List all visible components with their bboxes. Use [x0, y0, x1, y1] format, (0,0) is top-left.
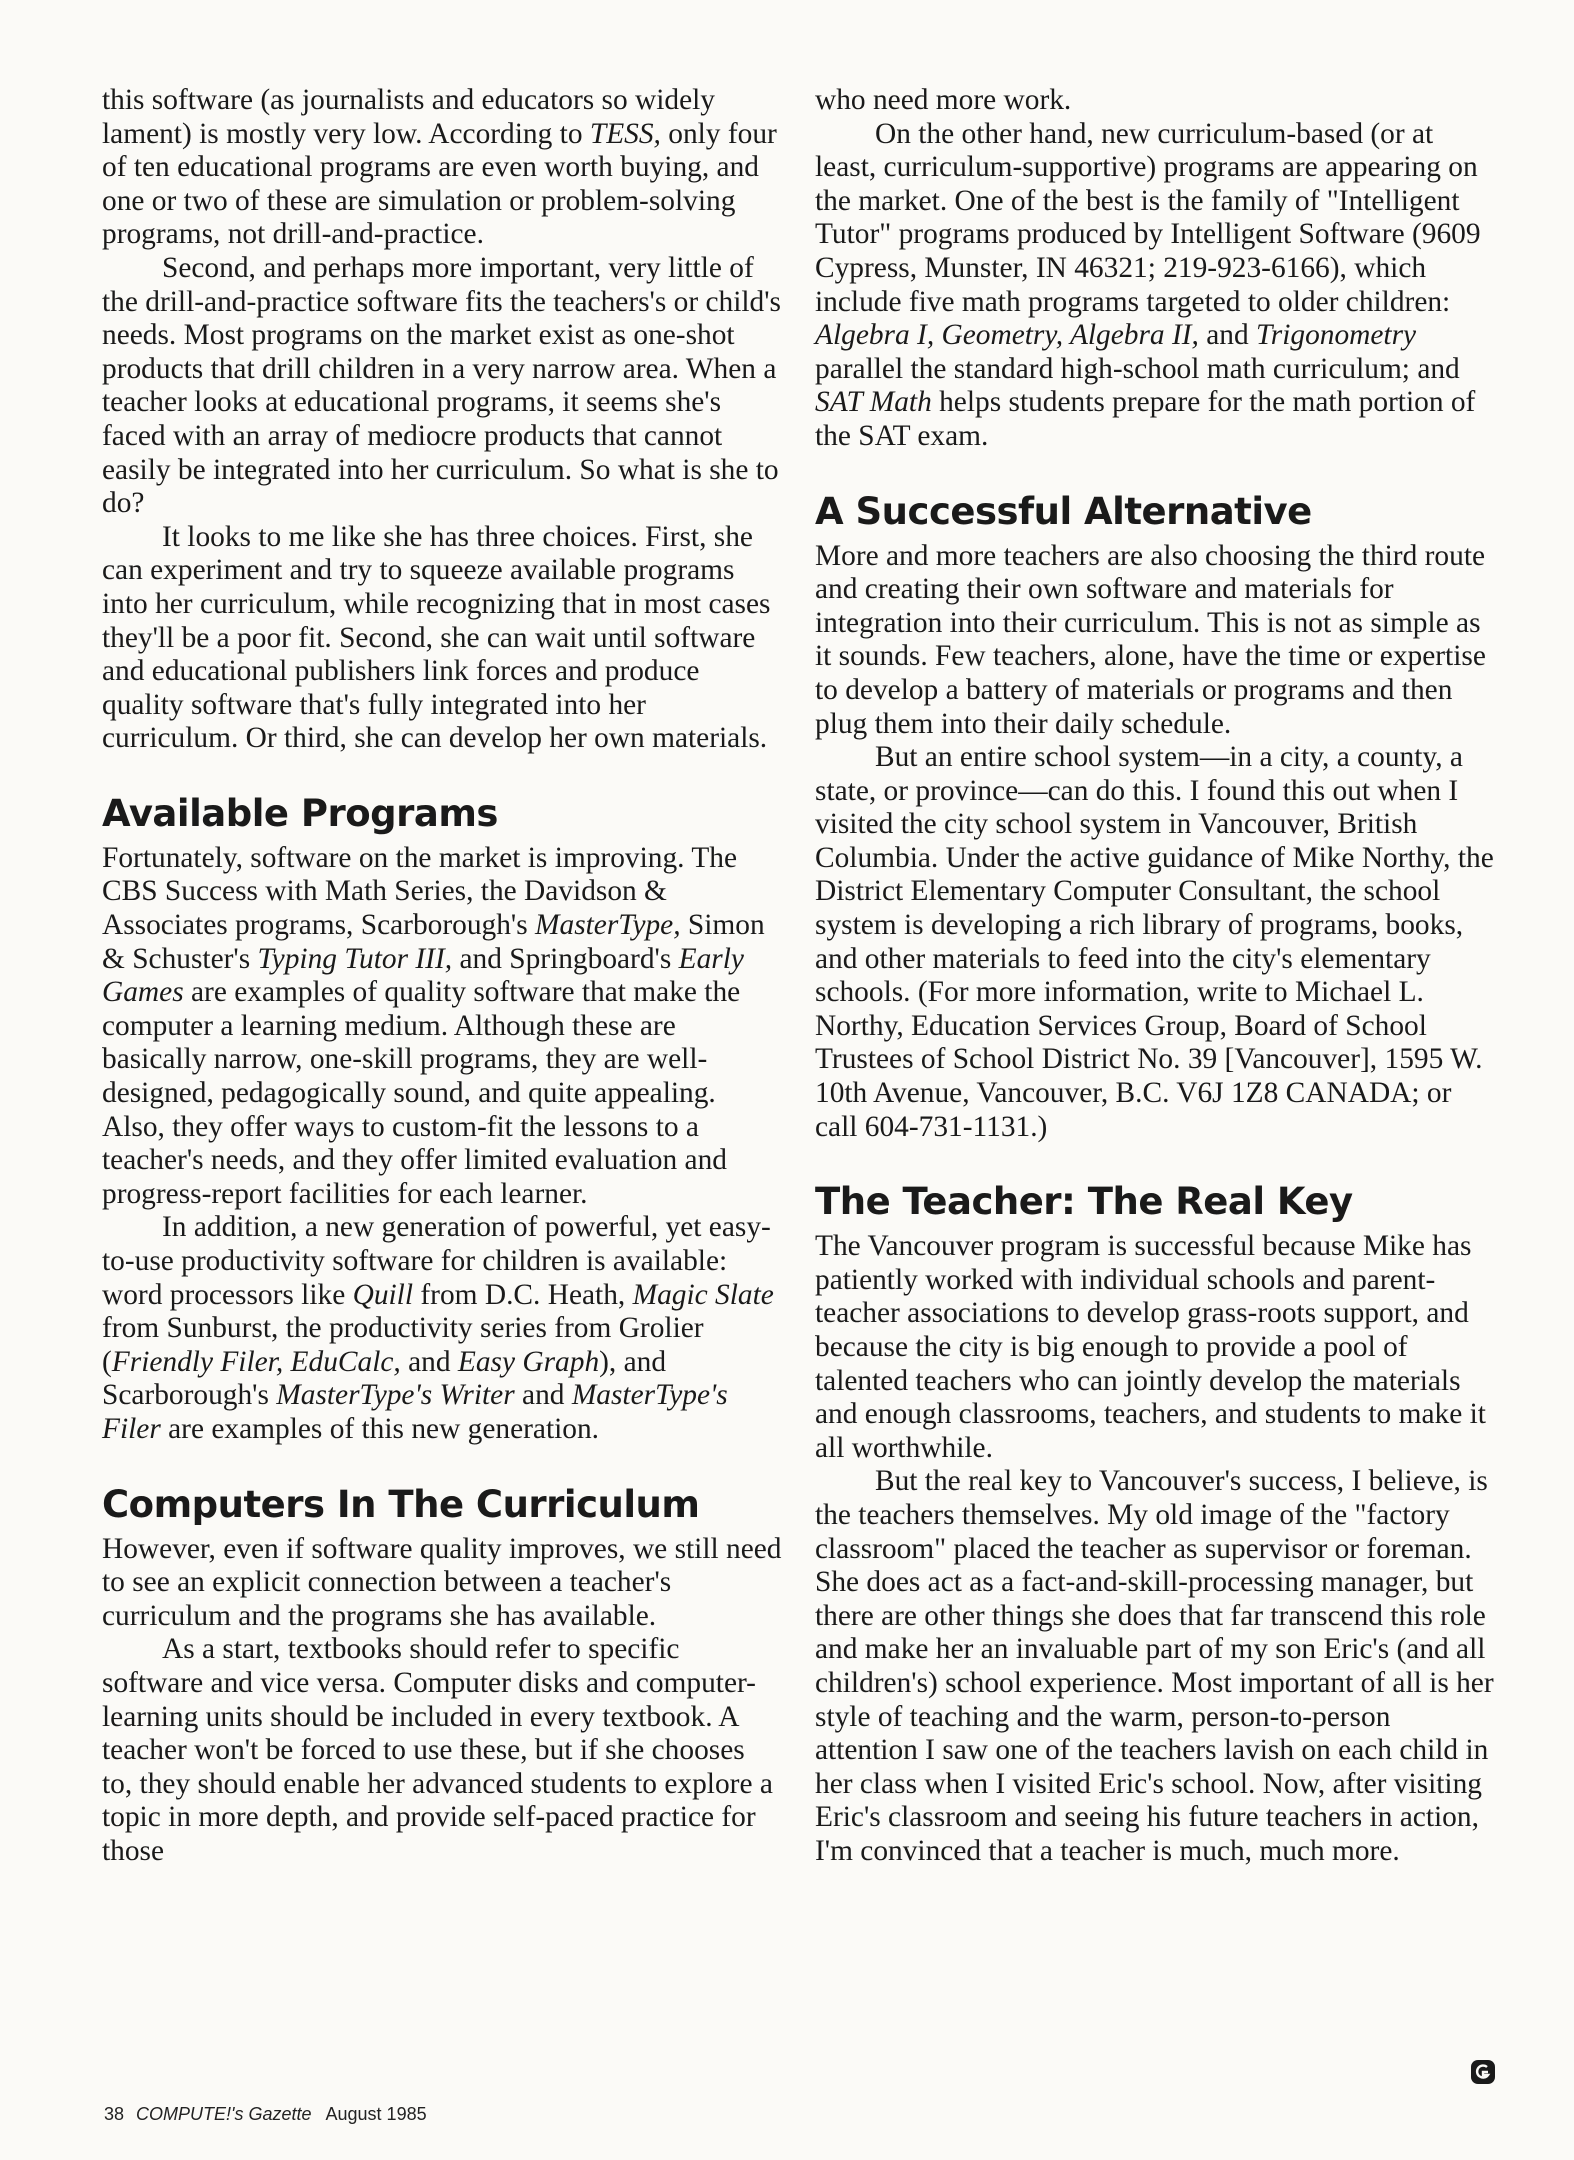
paragraph-drill-software: Second, and perhaps more important, very little of the drill-and-practice software fits the teachers's or child's needs. Most programs on the market exist as one-shot products that drill children in a very narrow area. When a teacher looks at educational programs, it seems she's faced with an array of mediocre products that cannot easily be integrated into her curriculum. So what is she to do?: [102, 251, 781, 520]
magazine-title: COMPUTE!'s Gazette: [136, 2104, 312, 2124]
paragraph-productivity-software: In addition, a new generation of powerful, yet easy-to-use productivity software for children is available: word processors like Quill from D.C. Heath, Magic Slate from Sunburst, the productivity series from Grolier (Friendly Filer, EduCalc, and Easy Graph), and Scarborough's MasterType's Writer and MasterType's Filer are examples of this new generation.: [102, 1211, 774, 1445]
paragraph-intelligent-tutor: On the other hand, new curriculum-based (or at least, curriculum-supportive) programs are appearing on the market. One of the best is the family of "Intelligent Tutor" programs produced by Intelligent Software (9609 Cypress, Munster, IN 46321; 219-923-6166), which include five math programs targeted to older children: Algebra I, Geometry, Algebra II, and Trigonometry parallel the standard high-school math curriculum; and SAT Math helps students prepare for the math portion of the SAT exam.: [815, 117, 1481, 452]
paragraph-teachers-themselves: But the real key to Vancouver's success, I believe, is the teachers themselves. My old image of the "factory classroom" placed the teacher as supervisor or foreman. She does act as a fact-and-skill-processing manager, but there are other things she does that far transcend this role and make her an invaluable part of my son Eric's (and all children's) school experience. Most important of all is her style of teaching and the warm, person-to-person attention I saw one of the teachers lavish on each child in her class when I visited Eric's school. Now, after visiting Eric's classroom and seeing his future teachers in action, I'm convinced that a teacher is much, much more.: [815, 1465, 1494, 1867]
paragraph-software-improving: Fortunately, software on the market is improving. The CBS Success with Math Series, the Davidson & Associates programs, Scarborough's MasterType, Simon & Schuster's Typing Tutor III, and Springboard's Early Games are examples of quality software that make the computer a learning medium. Although these are basically narrow, one-skill programs, they are well-designed, pedagogically sound, and quite appealing. Also, they offer ways to custom-fit the lessons to a teacher's needs, and they offer limited evaluation and progress-report facilities for each learner.: [102, 841, 765, 1210]
paragraph-three-choices: It looks to me like she has three choices. First, she can experiment and try to squeeze available programs into her curriculum, while recognizing that in most cases they'll be a poor fit. Second, she can wait until software and educational publishers link forces and produce quality software that's fully integrated into her curriculum. Or third, she can develop her own materials.: [102, 520, 771, 755]
left-column: [102, 84, 782, 1869]
paragraph-textbooks: As a start, textbooks should refer to specific software and vice versa. Computer disks and computer-learning units should be included in every textbook. A teacher won't be forced to use these, but if she chooses to, they should enable her advanced students to explore a topic in more depth, and provide self-paced practice for those: [102, 1633, 773, 1867]
right-column: [815, 84, 1495, 1869]
heading-computers-in-curriculum: Computers In The Curriculum: [102, 1482, 700, 1526]
heading-successful-alternative: A Successful Alternative: [815, 489, 1312, 533]
paragraph-intro: this software (as journalists and educators so widely lament) is mostly very low. According to TESS, only four of ten educational programs are even worth buying, and one or two of these are simulation or problem-solving programs, not drill-and-practice.: [102, 84, 777, 251]
paragraph-vancouver-success: The Vancouver program is successful because Mike has patiently worked with individual schools and parent-teacher associations to develop grass-roots support, and because the city is big enough to provide a pool of talented teachers who can jointly develop the materials and enough classrooms, teachers, and students to make it all worthwhile.: [815, 1230, 1486, 1464]
paragraph-more-work: who need more work.: [815, 84, 1072, 116]
paragraph-explicit-connection: However, even if software quality improves, we still need to see an explicit connection between a teacher's curriculum and the programs she has available.: [102, 1532, 782, 1632]
page-number: 38: [104, 2104, 125, 2124]
gazette-logo-icon: [1470, 2059, 1496, 2085]
paragraph-third-route: More and more teachers are also choosing the third route and creating their own software and materials for integration into their curriculum. This is not as simple as it sounds. Few teachers, alone, have the time or expertise to develop a battery of materials or programs and then plug them into their daily schedule.: [815, 539, 1486, 740]
page-footer: [104, 2104, 427, 2125]
issue-date: August 1985: [325, 2104, 427, 2124]
paragraph-vancouver: But an entire school system—in a city, a county, a state, or province—can do this. I found this out when I visited the city school system in Vancouver, British Columbia. Under the active guidance of Mike Northy, the District Elementary Computer Consultant, the school system is developing a rich library of programs, books, and other materials to feed into the city's elementary schools. (For more information, write to Michael L. Northy, Education Services Group, Board of School Trustees of School District No. 39 [Vancouver], 1595 W. 10th Avenue, Vancouver, B.C. V6J 1Z8 CANADA; or call 604-731-1131.): [815, 741, 1494, 1143]
heading-teacher-real-key: The Teacher: The Real Key: [815, 1180, 1353, 1224]
heading-available-programs: Available Programs: [102, 791, 498, 835]
